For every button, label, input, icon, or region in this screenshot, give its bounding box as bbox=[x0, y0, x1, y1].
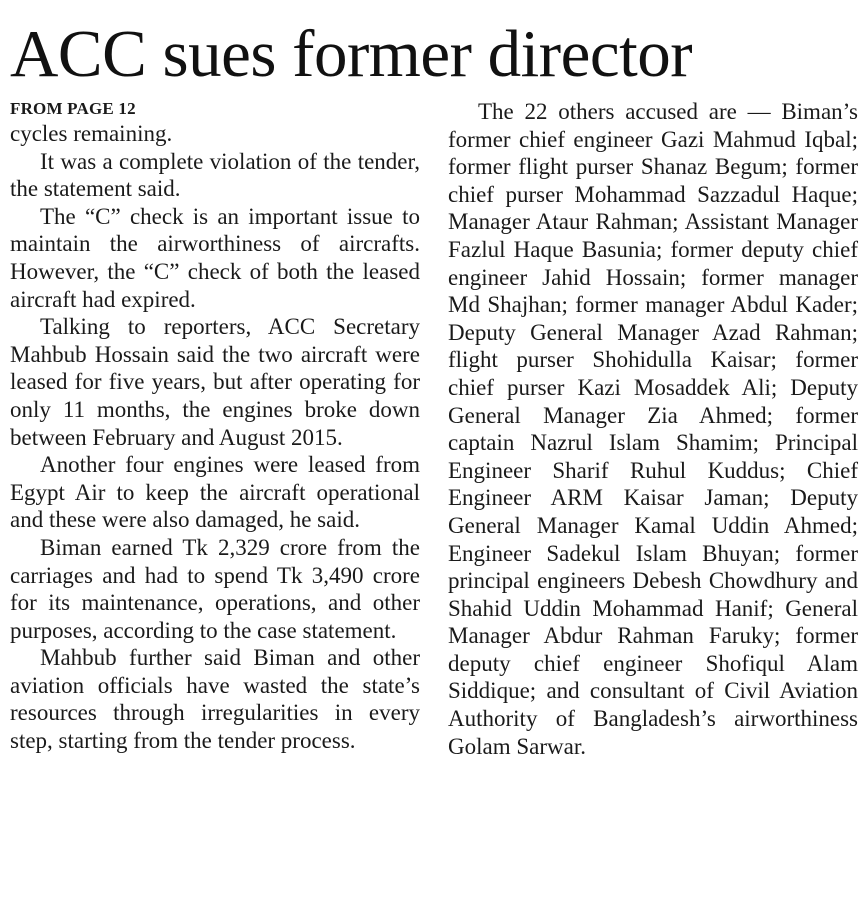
paragraph: Talking to reporters, ACC Secretary Mahbub Hossain said the two aircraft were leased for five years, but after operating for only 11 months, the engines broke down between February and August 2015. bbox=[10, 314, 420, 450]
paragraph: Mahbub further said Biman and other aviation officials have wasted the state’s resources through irregularities in every step, starting from the tender process. bbox=[10, 645, 420, 754]
jump-line: FROM PAGE 12 bbox=[10, 99, 136, 118]
article-column-left bbox=[10, 98, 420, 755]
paragraph: It was a complete violation of the tender, the statement said. bbox=[10, 148, 420, 202]
headline: ACC sues former director bbox=[10, 17, 693, 91]
paragraph: Biman earned Tk 2,329 crore from the carriages and had to spend Tk 3,490 crore for its maintenance, operations, and other purposes, according to the case statement. bbox=[10, 534, 420, 643]
article-column-right bbox=[448, 98, 858, 760]
paragraph: cycles remaining. bbox=[10, 121, 173, 146]
paragraph: The “C” check is an important issue to maintain the airworthiness of aircrafts. However, the “C” check of both the leased aircraft had expired. bbox=[10, 203, 420, 312]
paragraph: The 22 others accused are — Biman’s former chief engineer Gazi Mahmud Iqbal; former flight purser Shanaz Begum; former chief purser Mohammad Sazzadul Haque; Manager Ataur Rahman; Assistant Manager Fazlul Haque Basunia; former deputy chief engineer Jahid Hossain; former manager Md Shajhan; former manager Abdul Kader; Deputy General Manager Azad Rahman; flight purser Shohidulla Kaisar; former chief purser Kazi Mosaddek Ali; Deputy General Manager Zia Ahmed; former captain Nazrul Islam Shamim; Principal Engineer Sharif Ruhul Kuddus; Chief Engineer ARM Kaisar Jaman; Deputy General Manager Kamal Uddin Ahmed; Engineer Sadekul Islam Bhuyan; former principal engineers Debesh Chowdhury and Shahid Uddin Mohammad Hanif; General Manager Abdur Rahman Faruky; former deputy chief engineer Shofiqul Alam Siddique; and consultant of Civil Aviation Authority of Bangladesh’s airworthiness Golam Sarwar. bbox=[448, 99, 858, 759]
paragraph: Another four engines were leased from Egypt Air to keep the aircraft operational and these were also damaged, he said. bbox=[10, 452, 420, 533]
